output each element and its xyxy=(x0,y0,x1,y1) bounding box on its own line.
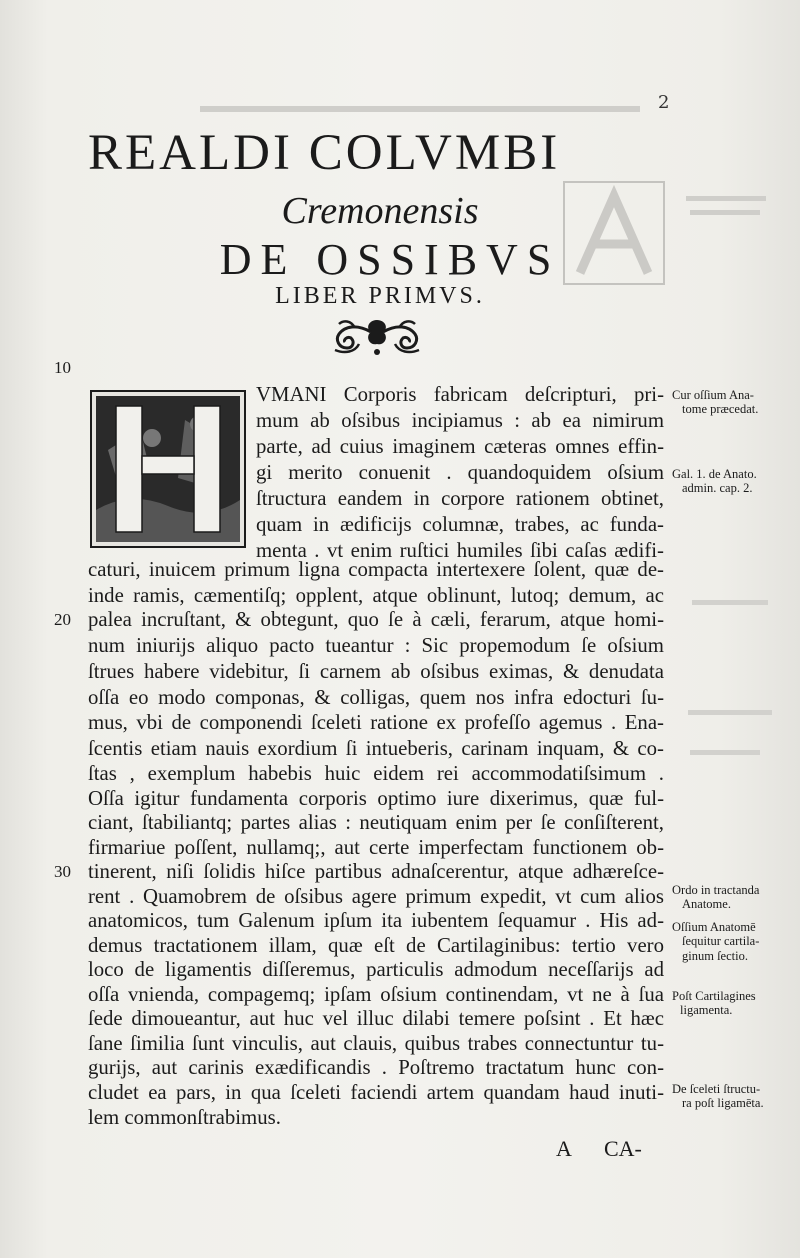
text-line: parte, ad cuius imaginem cæteras omnes effin- xyxy=(256,435,664,458)
margin-note-line: admin. cap. 2. xyxy=(682,481,753,496)
margin-note-line: Poſt Cartilagines xyxy=(672,989,756,1003)
margin-note xyxy=(672,1082,796,1111)
margin-note-line: Anatome. xyxy=(682,897,731,912)
text-line: num iniurijs aliquo pacto tueantur : Sic propemodum ſe oſsium xyxy=(88,634,664,657)
margin-note-line: Cur oſſium Ana- xyxy=(672,388,754,402)
margin-note xyxy=(672,989,796,1018)
text-line: lem commonſtrabimus. xyxy=(88,1106,281,1129)
margin-note xyxy=(672,883,796,912)
margin-note-line: ſequitur cartila- xyxy=(682,934,760,949)
margin-note-line: Ordo in tractanda xyxy=(672,883,760,897)
text-line: ciant, ſtabiliantq; partes alias : neutiquam enim per ſe conſiſterent, xyxy=(88,811,664,834)
bleed-through-marks xyxy=(90,96,650,126)
text-line: anatomicos, tum Galenum ipſum ita iubentem ſequamur . His ad- xyxy=(88,909,664,932)
text-line: ſtrues habere videbitur, ſi carnem ab oſsibus eximas, & denudata xyxy=(88,660,664,683)
text-line: VMANI Corporis fabricam deſcripturi, pri- xyxy=(256,383,664,406)
text-line: cludet ea pars, in qua ſceleti faciendi artem quandam haud inuti- xyxy=(88,1081,664,1104)
text-line: firmariue poſſent, nullamq;, aut certe imperfectam functionem ob- xyxy=(88,836,664,859)
signature-mark: A xyxy=(556,1136,572,1161)
margin-note-line: Oſſium Anatomē xyxy=(672,920,756,934)
text-line: loco de ligamentis diſſeremus, particulis admodum neceſſarijs ad xyxy=(88,958,664,981)
text-line: gi merito conuenit . quandoquidem oſsium xyxy=(256,461,664,484)
line-number: 30 xyxy=(54,862,71,881)
text-line: demus tractationem illam, quæ eſt de Cartilaginibus: tertio vero xyxy=(88,934,664,957)
margin-note-line: ra poſt ligamēta. xyxy=(682,1096,764,1111)
text-line: oſſa vnienda, compagemq; ipſam oſsium continendam, vt ne à ſua xyxy=(88,983,664,1006)
text-line: tinerent, niſi ſolidis hiſce partibus adnaſcerentur, atque adhæreſce- xyxy=(88,860,664,883)
text-line: caturi, inuicem primum ligna compacta intertexere ſolent, quæ de- xyxy=(88,558,664,581)
text-line: ſede dimoueantur, aut huc vel illuc dilabi temere poſsint . Et hæc xyxy=(88,1007,664,1030)
text-line: gurijs, aut carinis exædificandis . Poſtremo tractatum hunc con- xyxy=(88,1056,664,1079)
text-line: Oſſa igitur fundamenta corporis optimo iure dixerimus, quæ ful- xyxy=(88,787,664,810)
title-origin: Cremonensis xyxy=(281,190,479,232)
title-book: LIBER PRIMVS. xyxy=(275,283,485,309)
text-line: ſane ſimilia ſunt vinculis, aut clauis, quibus trabes connectuntur tu- xyxy=(88,1032,664,1055)
line-number: 10 xyxy=(54,358,71,377)
text-line: menta . vt enim ruſtici humiles ſibi caſas ædifi- xyxy=(256,539,664,562)
text-line: mum ab oſsibus incipiamus : ab ea nimirum xyxy=(256,409,664,432)
margin-note-line: tome præcedat. xyxy=(682,402,759,417)
catchword: CA- xyxy=(604,1136,642,1161)
text-line: mus, vbi de componendi ſceleti ratione ex profeſſo agemus . Ena- xyxy=(88,711,664,734)
margin-note-line: De ſceleti ſtructu- xyxy=(672,1082,761,1096)
text-line: ſtructura eandem in corpore rationem obtinet, xyxy=(256,487,664,510)
floral-ornament-icon xyxy=(325,316,429,356)
text-line: ſcentis etiam nauis exordium ſi intueberis, carinam inquam, & co- xyxy=(88,737,664,760)
text-line: rent . Quamobrem de oſsibus agere primum expedit, vt cum alios xyxy=(88,885,664,908)
text-line: inde ramis, cæmentiſq; opplent, atque oblinunt, lutoq; demum, ac xyxy=(88,584,664,607)
margin-note-line: Gal. 1. de Anato. xyxy=(672,467,757,481)
text-line: oſſa eo modo componas, & colligas, quem nos infra edocturi ſu- xyxy=(88,686,664,709)
line-number: 20 xyxy=(54,610,71,629)
text-line: quam in ædificijs columnæ, trabes, ac funda- xyxy=(256,513,664,536)
page-number: 2 xyxy=(658,92,670,113)
title-author: REALDI COLVMBI xyxy=(88,125,561,181)
margin-note-line: ginum ſectio. xyxy=(682,948,748,963)
margin-note-line: ligamenta. xyxy=(680,1003,733,1018)
historiated-initial xyxy=(90,390,246,548)
text-line: ſtas , exemplum habebis huic eidem rei accommodatiſsimum . xyxy=(88,762,664,785)
bleed-through-margin-marks xyxy=(676,190,786,790)
margin-note xyxy=(672,920,796,963)
text-line: palea incruſtant, & obtegunt, quo ſe à cæli, ferarum, atque homi- xyxy=(88,608,664,631)
title-subject: DE OSSIBVS xyxy=(219,235,561,284)
